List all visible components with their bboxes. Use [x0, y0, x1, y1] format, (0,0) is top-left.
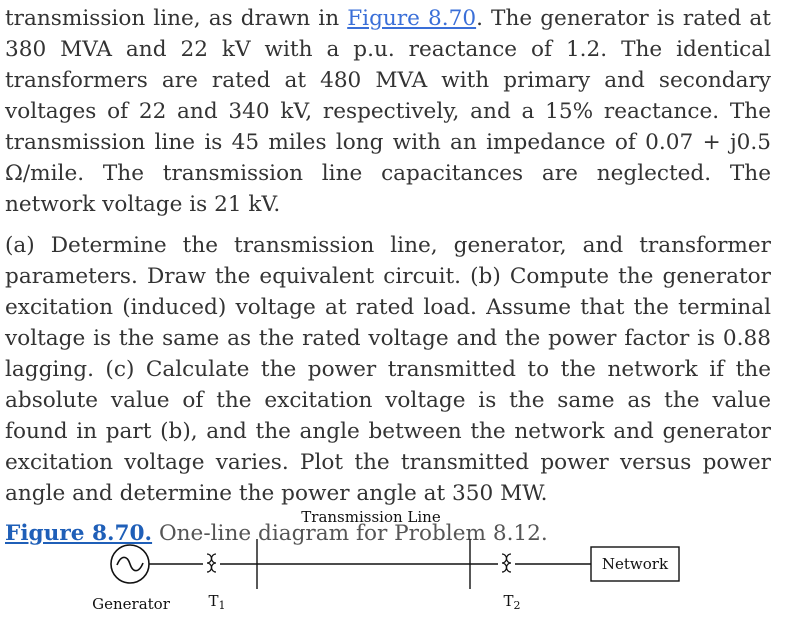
paragraph-1-body: . The generator is rated at 380 MVA and 22 kV with a p.u. reactance of 1.2. The identical transformers are rated at 480 MVA with primary and secondary voltages of 22 and 340 kV, respectively, and a 15% reactance. The transmission line is 45 miles long with an impedance of 0.07 + j0.5 Ω/mile. The transmission line capacitances are neglected. The network voltage is 21 kV.	[5, 6, 771, 217]
transmission-line-label: Transmission Line	[301, 508, 441, 526]
transformer-t1-label	[208, 592, 225, 612]
figure-caption-label[interactable]: Figure 8.70.	[5, 521, 153, 546]
transformer-t2-icon	[502, 554, 511, 572]
problem-paragraph-1	[5, 3, 771, 220]
transformer-t2-label	[503, 592, 520, 612]
one-line-diagram	[0, 500, 795, 625]
figure-caption-text: One-line diagram for Problem 8.12.	[152, 521, 548, 546]
transformer-t2-letter: T	[503, 592, 514, 610]
transformer-t1-subscript: 1	[218, 599, 226, 612]
transformer-t1-icon	[207, 554, 216, 572]
transformer-t2-subscript: 2	[513, 599, 521, 612]
transformer-t1-letter: T	[208, 592, 219, 610]
problem-paragraph-2: (a) Determine the transmission line, generator, and transformer parameters. Draw the equivalent circuit. (b) Compute the generator excitation (induced) voltage at rated load. Assume that the terminal voltage is the same as the rated voltage and the power factor is 0.88 lagging. (c) Calculate the power transmitted to the network if the absolute value of the excitation voltage is the same as the value found in part (b), and the angle between the network and generator excitation voltage varies. Plot the transmitted power versus power angle and determine the power angle at 350 MW.	[5, 233, 771, 506]
generator-label: Generator	[92, 595, 170, 613]
network-label: Network	[601, 555, 669, 573]
figure-link[interactable]: Figure 8.70	[347, 6, 477, 31]
generator-icon	[111, 545, 149, 583]
paragraph-1-intro: transmission line, as drawn in	[5, 6, 348, 31]
problem-text	[5, 3, 771, 549]
